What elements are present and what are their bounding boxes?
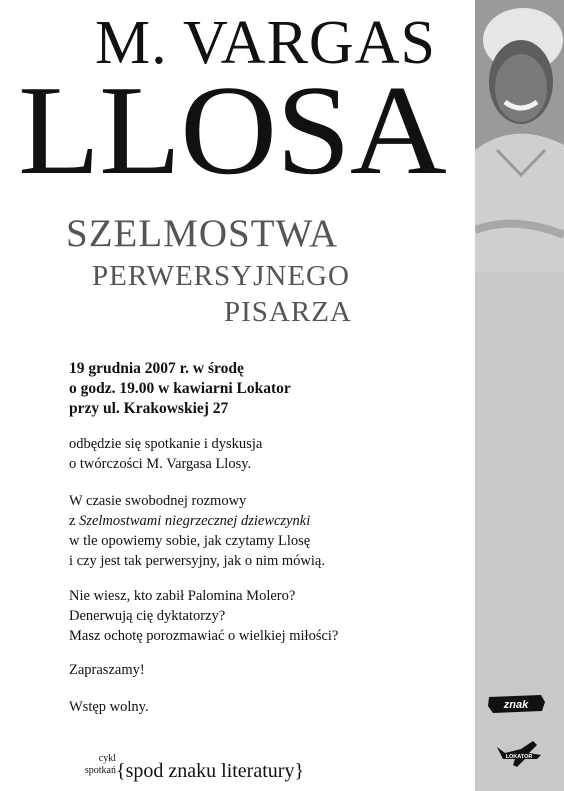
paragraph-intro	[69, 434, 469, 474]
event-time-place: o godz. 19.00 w kawiarni Lokator	[69, 380, 291, 397]
book-title-italic: Szelmostwami niegrzecznej dziewczynki	[79, 513, 311, 529]
author-first-name: M. VARGAS	[95, 9, 436, 77]
book-title-line-2: PERWERSYJNEGO	[92, 260, 350, 292]
svg-text:LOKATOR: LOKATOR	[505, 754, 533, 760]
invitation-text: Zapraszamy!	[69, 662, 145, 678]
paragraph-discussion	[69, 491, 469, 571]
paragraph-line: W czasie swobodnej rozmowy	[69, 493, 247, 509]
series-label-line: cykl	[98, 753, 116, 764]
series-label-line: spotkań	[84, 765, 116, 776]
paragraph-line: w tle opowiemy sobie, jak czytamy Llosę	[69, 533, 311, 549]
book-title-line-1: SZELMOSTWA	[66, 212, 339, 255]
author-last-name: LLOSA	[18, 59, 446, 201]
paragraph-line: Masz ochotę porozmawiać o wielkiej miłości?	[69, 628, 339, 644]
book-title-line-3: PISARZA	[224, 296, 352, 328]
paragraph-line: i czy jest tak perwersyjny, jak o nim mówią.	[69, 553, 325, 569]
event-details	[69, 359, 469, 419]
lokator-cafe-logo	[493, 737, 545, 778]
entry-free-text: Wstęp wolny.	[69, 699, 149, 715]
paragraph-line	[69, 511, 469, 531]
paragraph-line: odbędzie się spotkanie i dyskusja	[69, 436, 263, 452]
event-address: przy ul. Krakowskiej 27	[69, 400, 229, 417]
znak-publisher-logo	[487, 693, 547, 720]
series-label	[68, 753, 116, 777]
paragraph-line: o twórczości M. Vargasa Llosy.	[69, 456, 252, 472]
svg-text:znak: znak	[503, 699, 529, 711]
text-prefix: z	[69, 513, 80, 529]
event-date: 19 grudnia 2007 r. w środę	[69, 360, 244, 377]
paragraph-line: Denerwują cię dyktatorzy?	[69, 608, 226, 624]
series-name: {spod znaku literatury}	[116, 760, 305, 782]
paragraph-questions	[69, 586, 469, 646]
paragraph-line: Nie wiesz, kto zabił Palomina Molero?	[69, 588, 296, 604]
